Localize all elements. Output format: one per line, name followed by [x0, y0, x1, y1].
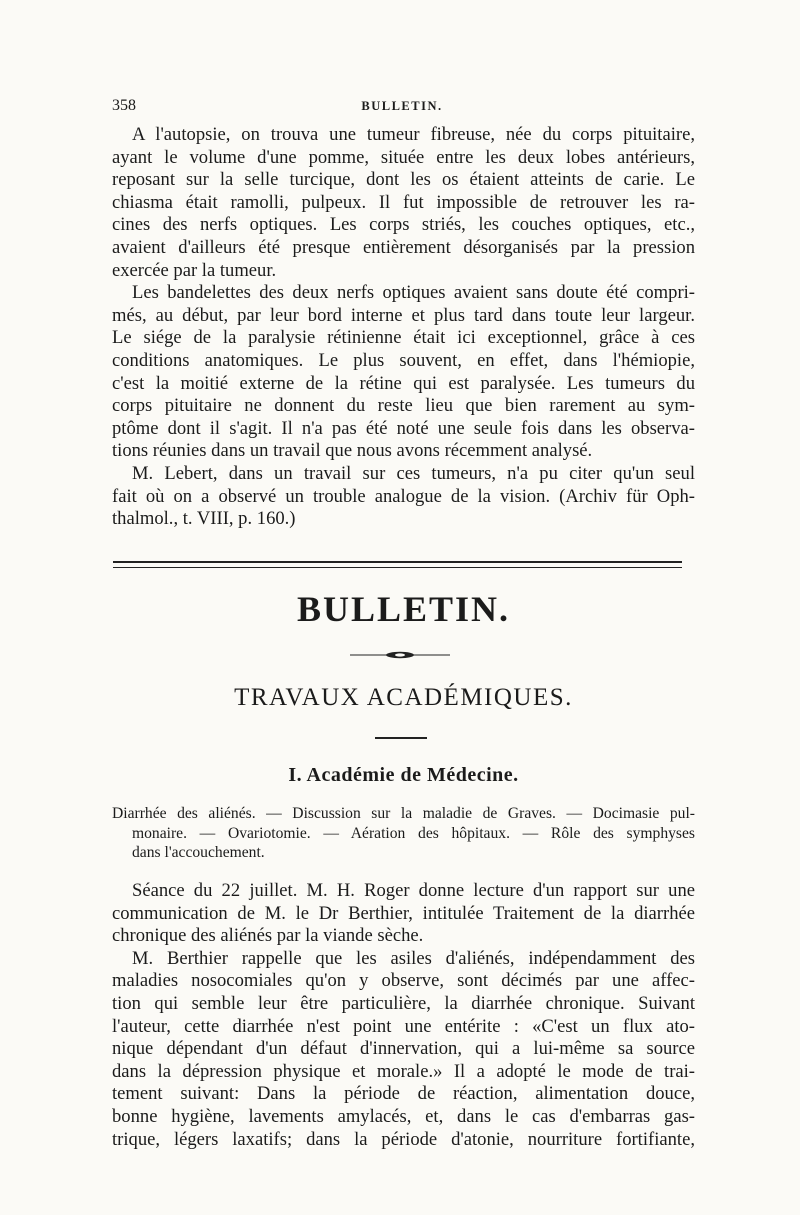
text-line: reposant sur la selle turcique, dont les os étaient atteints de carie. Le — [112, 169, 695, 191]
text-line: corps pituitaire ne donnent du reste lieu que bien rarement au sym- — [112, 395, 695, 417]
page-header — [112, 97, 692, 121]
text-line: nique dépendant d'un défaut d'innervation, qui a lui-même sa source — [112, 1038, 695, 1060]
paragraph-berthier — [112, 948, 695, 1151]
text-line: ptôme dont il s'agit. Il n'a pas été noté une seule fois dans les observa- — [112, 417, 695, 439]
text-line: tions réunies dans un travail que nous avons récemment analysé. — [112, 440, 593, 462]
running-title: BULLETIN. — [361, 99, 443, 113]
session-summary — [112, 804, 695, 863]
text-line: conditions anatomiques. Le plus souvent, en effet, dans l'hémiopie, — [112, 349, 695, 371]
text-line: thalmol., t. VIII, p. 160.) — [112, 508, 296, 530]
bulletin-title: BULLETIN. — [296, 589, 511, 629]
paragraph-seance — [112, 880, 695, 948]
text-line: l'auteur, cette diarrhée n'est point une entérite : «C'est un flux ato- — [112, 1015, 695, 1037]
summary-line: monaire. — Ovariotomie. — Aération des hôpitaux. — Rôle des symphyses — [132, 824, 695, 842]
text-line: A l'autopsie, on trouva une tumeur fibreuse, née du corps pituitaire, — [132, 124, 695, 145]
double-rule-divider — [113, 561, 682, 568]
text-line: communication de M. le Dr Berthier, intitulée Traitement de la diarrhée — [112, 902, 695, 924]
summary-line: Diarrhée des aliénés. — Discussion sur la maladie de Graves. — Docimasie pul- — [112, 805, 695, 822]
section-title: TRAVAUX ACADÉMIQUES. — [234, 684, 573, 711]
session-text — [112, 880, 695, 1151]
paragraph-lebert — [112, 463, 695, 531]
text-line: avaient d'ailleurs été presque entièrement désorganisés par la pression — [112, 236, 695, 258]
text-line: M. Berthier rappelle que les asiles d'aliénés, indépendamment des — [132, 947, 695, 969]
text-line: més, au début, par leur bord interne et plus tard dans toute leur largeur. — [112, 304, 695, 326]
text-line: trique, légers laxatifs; dans la période d'atonie, nourriture fortifiante, — [112, 1128, 695, 1150]
continued-text — [112, 124, 695, 531]
text-line: fait où on a observé un trouble analogue de la vision. (Archiv für Oph- — [112, 485, 695, 507]
page-number: 358 — [112, 97, 136, 114]
text-line: maladies nosocomiales qu'on y observe, sont décimés par une affec- — [112, 970, 695, 992]
text-line: M. Lebert, dans un travail sur ces tumeurs, n'a pu citer qu'un seul — [132, 462, 695, 484]
text-line: exercée par la tumeur. — [112, 259, 277, 281]
text-line: chronique des aliénés par la viande sèche. — [112, 925, 424, 947]
text-line: c'est la moitié externe de la rétine qui est paralysée. Les tumeurs du — [112, 372, 695, 394]
paragraph-bandelettes — [112, 282, 695, 463]
text-line: Séance du 22 juillet. M. H. Roger donne lecture d'un rapport sur une — [132, 880, 695, 901]
ornament-divider — [350, 650, 450, 660]
subsection-title: I. Académie de Médecine. — [288, 764, 519, 786]
summary-line: dans l'accouchement. — [132, 844, 265, 861]
text-line: chiasma était ramolli, pulpeux. Il fut impossible de retrouver les ra- — [112, 191, 695, 213]
text-line: ayant le volume d'une pomme, située entre les deux lobes antérieurs, — [112, 146, 695, 168]
text-line: Le siége de la paralysie rétinienne était ici exceptionnel, grâce à ces — [112, 327, 695, 349]
text-line: cines des nerfs optiques. Les corps striés, les couches optiques, etc., — [112, 214, 695, 236]
text-line: Les bandelettes des deux nerfs optiques avaient sans doute été compri- — [132, 282, 695, 304]
short-rule — [375, 737, 427, 739]
paragraph-autopsy — [112, 124, 695, 282]
text-line: dans la dépression physique et morale.» Il a adopté le mode de trai- — [112, 1060, 695, 1082]
text-line: tement suivant: Dans la période de réaction, alimentation douce, — [112, 1083, 695, 1105]
text-line: bonne hygiène, lavements amylacés, et, dans le cas d'embarras gas- — [112, 1105, 695, 1127]
text-line: tion qui semble leur être particulière, la diarrhée chronique. Suivant — [112, 992, 695, 1014]
